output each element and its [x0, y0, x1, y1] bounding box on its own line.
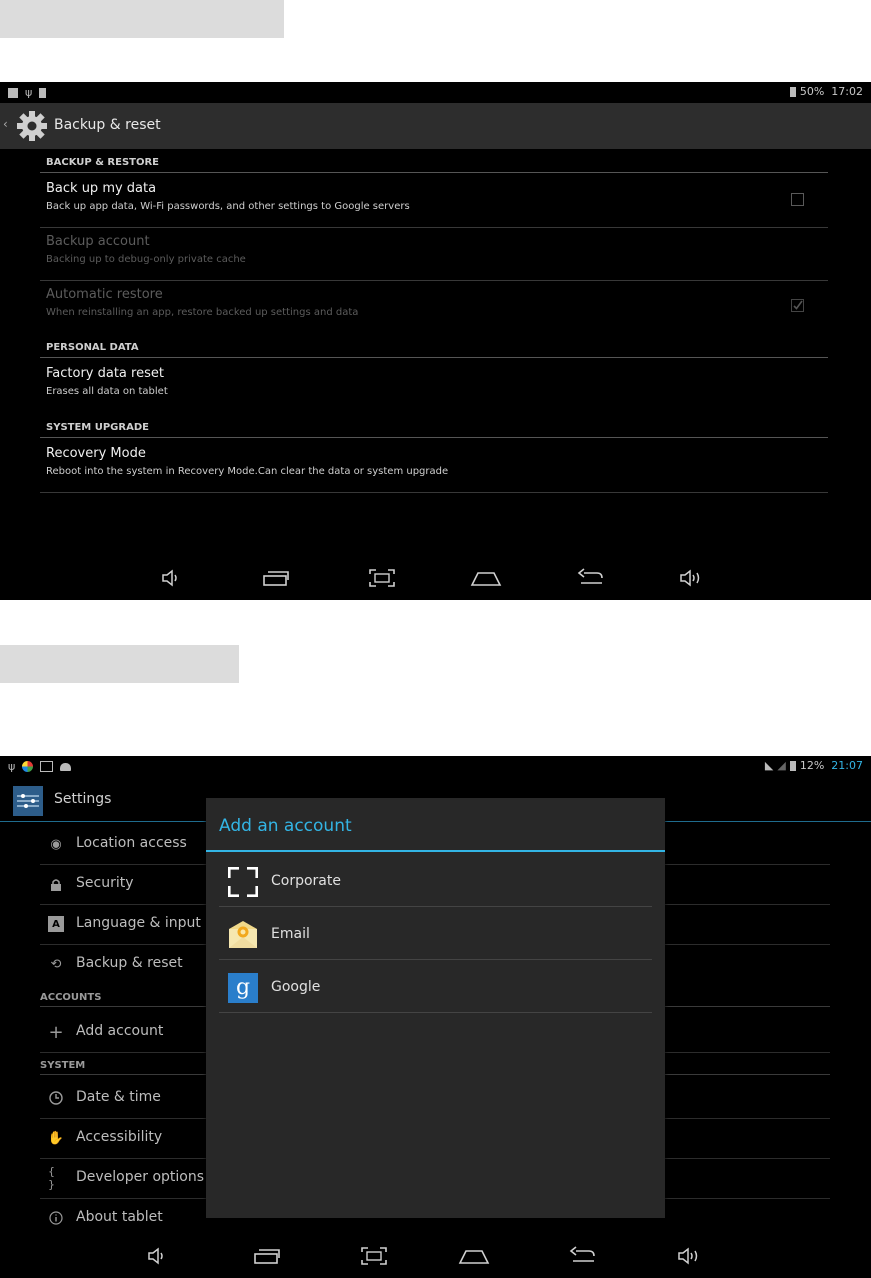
- usb-icon: ψ: [8, 760, 16, 773]
- backup-icon: ⟲: [50, 956, 62, 972]
- lock-icon: [48, 876, 64, 892]
- settings-item-label: Accessibility: [76, 1129, 163, 1145]
- screenshot-button-icon[interactable]: [364, 564, 400, 592]
- settings-app-icon[interactable]: [13, 786, 43, 816]
- settings-screen: [0, 756, 871, 1278]
- back-icon[interactable]: [572, 564, 608, 592]
- item-title: Recovery Mode: [46, 446, 146, 461]
- item-summary: Reboot into the system in Recovery Mode.Can clear the data or system upgrade: [46, 466, 449, 477]
- caption-bar-1: [0, 0, 284, 38]
- account-label: Corporate: [271, 873, 341, 889]
- volume-down-icon[interactable]: [140, 1242, 176, 1270]
- section-header-accounts: ACCOUNTS: [40, 992, 830, 1007]
- home-icon[interactable]: [456, 1242, 492, 1270]
- account-label: Google: [271, 979, 321, 995]
- item-title: Factory data reset: [46, 366, 164, 381]
- dialog-title: Add an account: [219, 816, 352, 836]
- info-icon: [48, 1210, 64, 1226]
- settings-item-label: Security: [76, 875, 134, 891]
- backup-reset-screen: [0, 82, 871, 600]
- clock: 17:02: [831, 85, 863, 98]
- settings-item-label: Location access: [76, 835, 187, 851]
- factory-data-reset-item[interactable]: [40, 360, 828, 408]
- section-header-system: SYSTEM: [40, 1060, 830, 1075]
- page-title: Settings: [54, 791, 112, 807]
- recent-apps-icon[interactable]: [258, 564, 294, 592]
- settings-item-label: Backup & reset: [76, 955, 183, 971]
- battery-level: 12%: [799, 759, 825, 772]
- recovery-mode-item[interactable]: [40, 440, 828, 493]
- status-bar: [0, 82, 871, 103]
- account-option-corporate[interactable]: [219, 854, 652, 907]
- add-account-dialog: [206, 798, 665, 1218]
- up-caret-icon[interactable]: ‹: [3, 117, 8, 131]
- automatic-restore-item: [40, 281, 828, 333]
- braces-icon: { }: [48, 1165, 55, 1191]
- sdcard-icon: [39, 88, 46, 98]
- action-bar: [0, 103, 871, 149]
- automatic-restore-checkbox: [791, 299, 804, 312]
- item-summary: When reinstalling an app, restore backed up settings and data: [46, 307, 359, 318]
- back-icon[interactable]: [564, 1242, 600, 1270]
- plus-icon: +: [48, 1021, 64, 1043]
- item-title: Backup account: [46, 234, 150, 249]
- volume-up-icon[interactable]: [674, 564, 710, 592]
- clock-icon: [48, 1090, 64, 1106]
- home-icon[interactable]: [468, 564, 504, 592]
- settings-item-label: About tablet: [76, 1209, 163, 1225]
- email-icon: [228, 920, 258, 950]
- screenshot-icon: [8, 88, 18, 98]
- keyboard-icon: A: [48, 916, 64, 932]
- navigation-bar: [0, 1234, 871, 1278]
- image-icon: [40, 761, 53, 772]
- dialog-title-divider: [206, 850, 665, 852]
- back-up-checkbox[interactable]: [791, 193, 804, 206]
- item-summary: Erases all data on tablet: [46, 386, 168, 397]
- location-icon: ◉: [50, 836, 62, 852]
- signal-icon: ◢: [777, 759, 786, 772]
- account-option-google[interactable]: [219, 960, 652, 1013]
- navigation-bar: [0, 556, 871, 600]
- account-label: Email: [271, 926, 310, 942]
- screenshot-button-icon[interactable]: [356, 1242, 392, 1270]
- backup-account-item: [40, 228, 828, 281]
- item-summary: Backing up to debug-only private cache: [46, 254, 246, 265]
- section-header-system-upgrade: SYSTEM UPGRADE: [40, 422, 828, 438]
- battery-level: 50%: [799, 85, 825, 98]
- hand-icon: ✋: [47, 1130, 65, 1146]
- item-summary: Back up app data, Wi-Fi passwords, and other settings to Google servers: [46, 201, 410, 212]
- settings-gear-icon[interactable]: [16, 110, 48, 142]
- settings-item-label: Developer options: [76, 1169, 205, 1185]
- settings-item-label: Language & input: [76, 915, 201, 931]
- back-up-my-data-item[interactable]: [40, 175, 828, 228]
- corporate-icon: [228, 867, 258, 897]
- account-option-email[interactable]: [219, 907, 652, 960]
- item-title: Back up my data: [46, 181, 157, 196]
- wifi-icon: ◣: [764, 759, 774, 772]
- volume-down-icon[interactable]: [154, 564, 190, 592]
- battery-icon: [790, 87, 796, 97]
- item-title: Automatic restore: [46, 287, 163, 302]
- checkmark-icon: [792, 300, 803, 311]
- recent-apps-icon[interactable]: [249, 1242, 285, 1270]
- page-title: Backup & reset: [54, 117, 161, 133]
- google-icon: g: [228, 973, 258, 1003]
- battery-icon: [790, 761, 796, 771]
- caption-bar-2: [0, 645, 239, 683]
- volume-up-icon[interactable]: [672, 1242, 708, 1270]
- usb-icon: ψ: [25, 86, 33, 99]
- settings-item-label: Date & time: [76, 1089, 161, 1105]
- section-header-personal-data: PERSONAL DATA: [40, 342, 828, 358]
- settings-item-label: Add account: [76, 1023, 164, 1039]
- clock: 21:07: [831, 759, 863, 772]
- app-notification-icon: [22, 761, 33, 772]
- android-icon: [60, 763, 71, 771]
- section-header-backup-restore: BACKUP & RESTORE: [40, 157, 828, 173]
- status-bar: [0, 756, 871, 777]
